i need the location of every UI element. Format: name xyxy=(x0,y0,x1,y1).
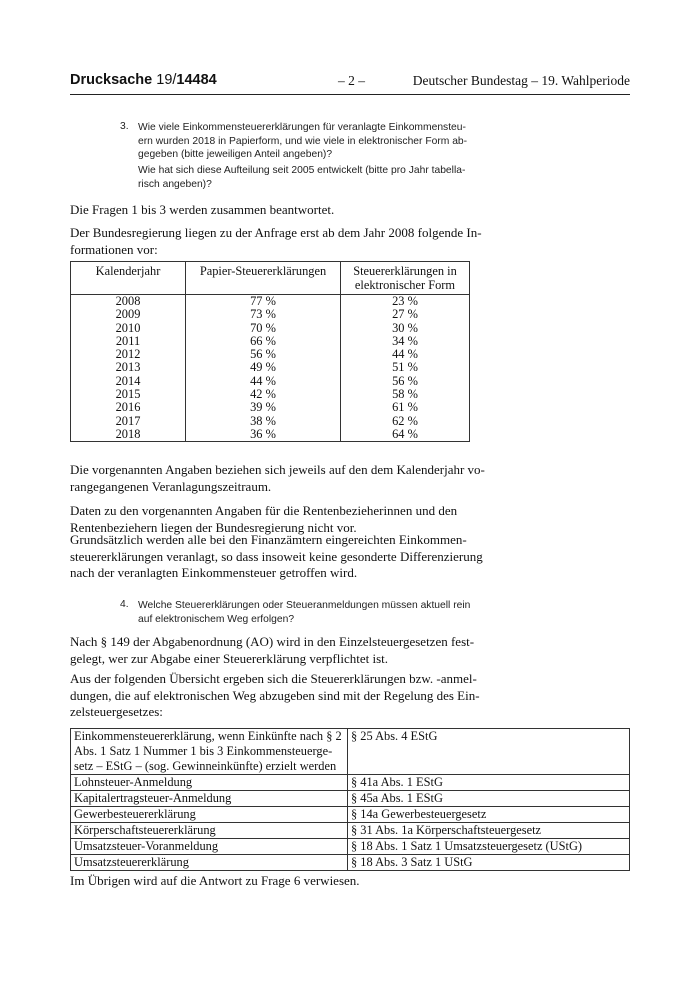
table-row: Umsatzsteuer-Voranmeldung § 18 Abs. 1 Satz 1 Umsatzsteuergesetz (UStG) xyxy=(71,839,630,855)
table-row: 2009 73 % 27 % xyxy=(71,308,470,321)
table-row: 2013 49 % 51 % xyxy=(71,361,470,374)
answer-paragraph-pensioners: Daten zu den vorgenannten Angaben für die Rentenbezieherinnen und den Rentenbeziehern liegen der Bundesregierung nicht vor. xyxy=(70,503,458,535)
page-number: – 2 – xyxy=(338,73,365,88)
answer-paragraph-info: Der Bundesregierung liegen zu der Anfrage erst ab dem Jahr 2008 folgende In- formationen vor: xyxy=(70,225,482,257)
tax-return-share-table xyxy=(70,261,470,442)
table-row: 2017 38 % 62 % xyxy=(71,415,470,428)
document-number: Drucksache 19/14484 xyxy=(70,72,217,88)
table-row: Umsatzsteuererklärung § 18 Abs. 3 Satz 1 UStG xyxy=(71,855,630,871)
question-3-number: 3. xyxy=(120,121,129,132)
electronic-filing-table xyxy=(70,728,630,871)
col-header-paper: Papier-Steuererklärungen xyxy=(186,262,341,295)
table-row: 2011 66 % 34 % xyxy=(71,335,470,348)
table-row: Körperschaftsteuererklärung § 31 Abs. 1a Körperschaftsteuergesetz xyxy=(71,823,630,839)
table-row: Einkommensteuererklärung, wenn Einkünfte nach § 2 Abs. 1 Satz 1 Nummer 1 bis 3 Einkommensteuerge- setz – EStG – (sog. Gewinneinkünfte) erzielt werden § 25 Abs. 4 EStG xyxy=(71,729,630,775)
answer-paragraph-period: Die vorgenannten Angaben beziehen sich jeweils auf den dem Kalenderjahr vo- rangegangenen Veranlagungszeitraum. xyxy=(70,462,485,494)
col-header-electronic: Steuererklärungen in elektronischer Form xyxy=(341,262,470,295)
table-row: Kapitalertragsteuer-Anmeldung § 45a Abs. 1 EStG xyxy=(71,791,630,807)
table-row: 2012 56 % 44 % xyxy=(71,348,470,361)
answer-paragraph-overview: Aus der folgenden Übersicht ergeben sich die Steuererklärungen bzw. -anmel- dungen, die auf elektronischen Weg abzugeben sind mit der Regelung des Ein- zelsteuergesetzes: xyxy=(70,671,480,719)
question-4-text: Welche Steuererklärungen oder Steueranmeldungen müssen aktuell rein auf elektronischem Weg erfolgen? xyxy=(138,600,471,625)
table-row: 2015 42 % 58 % xyxy=(71,388,470,401)
table-row: 2018 36 % 64 % xyxy=(71,428,470,442)
table-row: Gewerbesteuererklärung § 14a Gewerbesteuergesetz xyxy=(71,807,630,823)
question-3-followup: Wie hat sich diese Aufteilung seit 2005 entwickelt (bitte pro Jahr tabella- risch angeben)? xyxy=(138,165,466,190)
question-3-text: Wie viele Einkommensteuererklärungen für veranlagte Einkommensteu- ern wurden 2018 in Papierform, und wie viele in elektronischer Form ab- gegeben (bitte jeweiligen Anteil angeben)? xyxy=(138,122,468,161)
answer-paragraph-ao: Nach § 149 der Abgabenordnung (AO) wird in den Einzelsteuergesetzen fest- gelegt, wer zur Abgabe einer Steuererklärung verpflichtet ist. xyxy=(70,634,475,666)
question-4-number: 4. xyxy=(120,599,129,610)
header-publisher: Deutscher Bundestag – 19. Wahlperiode xyxy=(412,73,630,88)
answer-intro: Die Fragen 1 bis 3 werden zusammen beantwortet. xyxy=(70,202,335,217)
answer-paragraph-reference: Im Übrigen wird auf die Antwort zu Frage 6 verwiesen. xyxy=(70,873,360,888)
table-row: 2014 44 % 56 % xyxy=(71,375,470,388)
table-row: Lohnsteuer-Anmeldung § 41a Abs. 1 EStG xyxy=(71,775,630,791)
table-row: 2010 70 % 30 % xyxy=(71,322,470,335)
table-row: 2016 39 % 61 % xyxy=(71,401,470,414)
table-row: 2008 77 % 23 % xyxy=(71,295,470,309)
col-header-year: Kalenderjahr xyxy=(71,262,186,295)
running-header xyxy=(70,72,630,95)
answer-paragraph-assessment: Grundsätzlich werden alle bei den Finanzämtern eingereichten Einkommen- steuererklärungen veranlagt, so dass insoweit keine gesonderte Differenzierung nach der veranlagten Einkommensteuer getroffen wird. xyxy=(70,532,483,580)
